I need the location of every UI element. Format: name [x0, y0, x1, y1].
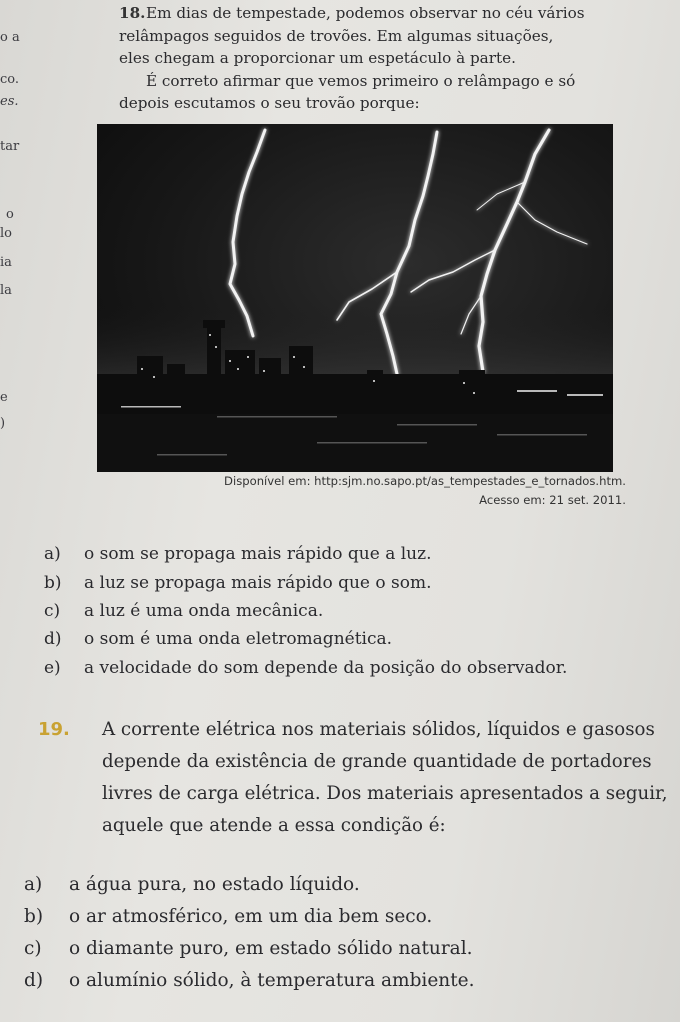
margin-fragment: tar	[0, 139, 20, 154]
option-c[interactable]	[24, 938, 644, 964]
margin-fragment: )	[0, 416, 6, 431]
option-c[interactable]	[44, 601, 664, 625]
option-a[interactable]	[24, 874, 644, 900]
option-d[interactable]	[44, 629, 664, 653]
option-b[interactable]	[24, 906, 644, 932]
option-letter: c)	[24, 938, 42, 959]
option-letter: e)	[44, 658, 61, 678]
option-text: a velocidade do som depende da posição do observador.	[84, 658, 568, 678]
question-number: 19.	[38, 719, 70, 740]
question-text-line: depende da existência de grande quantidade de portadores	[102, 751, 652, 772]
option-text: o alumínio sólido, à temperatura ambiente.	[69, 970, 475, 991]
option-text: o ar atmosférico, em um dia bem seco.	[69, 906, 433, 927]
question-number: 18.	[119, 4, 146, 22]
question-text-line: relâmpagos seguidos de trovões. Em algumas situações,	[119, 26, 554, 45]
margin-fragment: co.	[0, 72, 20, 87]
question-19-statement	[38, 714, 668, 842]
question-text-line: Em dias de tempestade, podemos observar no céu vários	[146, 4, 585, 22]
question-text-line: A corrente elétrica nos materiais sólidos, líquidos e gasosos	[102, 719, 655, 740]
margin-fragment: ia	[0, 255, 12, 270]
margin-fragment: es.	[0, 94, 19, 109]
question-text-line: livres de carga elétrica. Dos materiais apresentados a seguir,	[102, 783, 668, 804]
option-text: o diamante puro, em estado sólido natural.	[69, 938, 473, 959]
margin-fragment: e	[0, 390, 8, 405]
image-source-caption: Disponível em: http:sjm.no.sapo.pt/as_tempestades_e_tornados.htm.	[224, 474, 626, 488]
margin-fragment: la	[0, 283, 12, 298]
image-access-date: Acesso em: 21 set. 2011.	[479, 493, 626, 507]
question-text-line: É correto afirmar que vemos primeiro o relâmpago e só	[146, 71, 576, 90]
margin-fragment: lo	[0, 226, 12, 241]
option-letter: c)	[44, 601, 61, 621]
option-letter: d)	[24, 970, 44, 991]
question-text-line: eles chegam a proporcionar um espetáculo à parte.	[119, 49, 516, 67]
option-text: a luz é uma onda mecânica.	[84, 601, 324, 621]
option-letter: a)	[24, 874, 43, 895]
option-e[interactable]	[44, 658, 674, 682]
option-letter: b)	[44, 573, 62, 593]
question-text-line: depois escutamos o seu trovão porque:	[119, 94, 420, 112]
option-letter: a)	[44, 544, 61, 564]
question-18-statement	[119, 2, 664, 115]
option-text: a água pura, no estado líquido.	[69, 874, 360, 895]
option-letter: d)	[44, 629, 62, 649]
lightning-city-photo	[97, 124, 613, 472]
option-a[interactable]	[44, 544, 664, 568]
option-d[interactable]	[24, 970, 644, 996]
option-text: o som se propaga mais rápido que a luz.	[84, 544, 432, 564]
margin-fragment: o	[6, 207, 14, 222]
question-text-line: aquele que atende a essa condição é:	[102, 815, 446, 836]
option-text: a luz se propaga mais rápido que o som.	[84, 573, 432, 593]
margin-fragment: o a	[0, 30, 20, 45]
option-letter: b)	[24, 906, 44, 927]
option-b[interactable]	[44, 573, 664, 597]
option-text: o som é uma onda eletromagnética.	[84, 629, 393, 649]
